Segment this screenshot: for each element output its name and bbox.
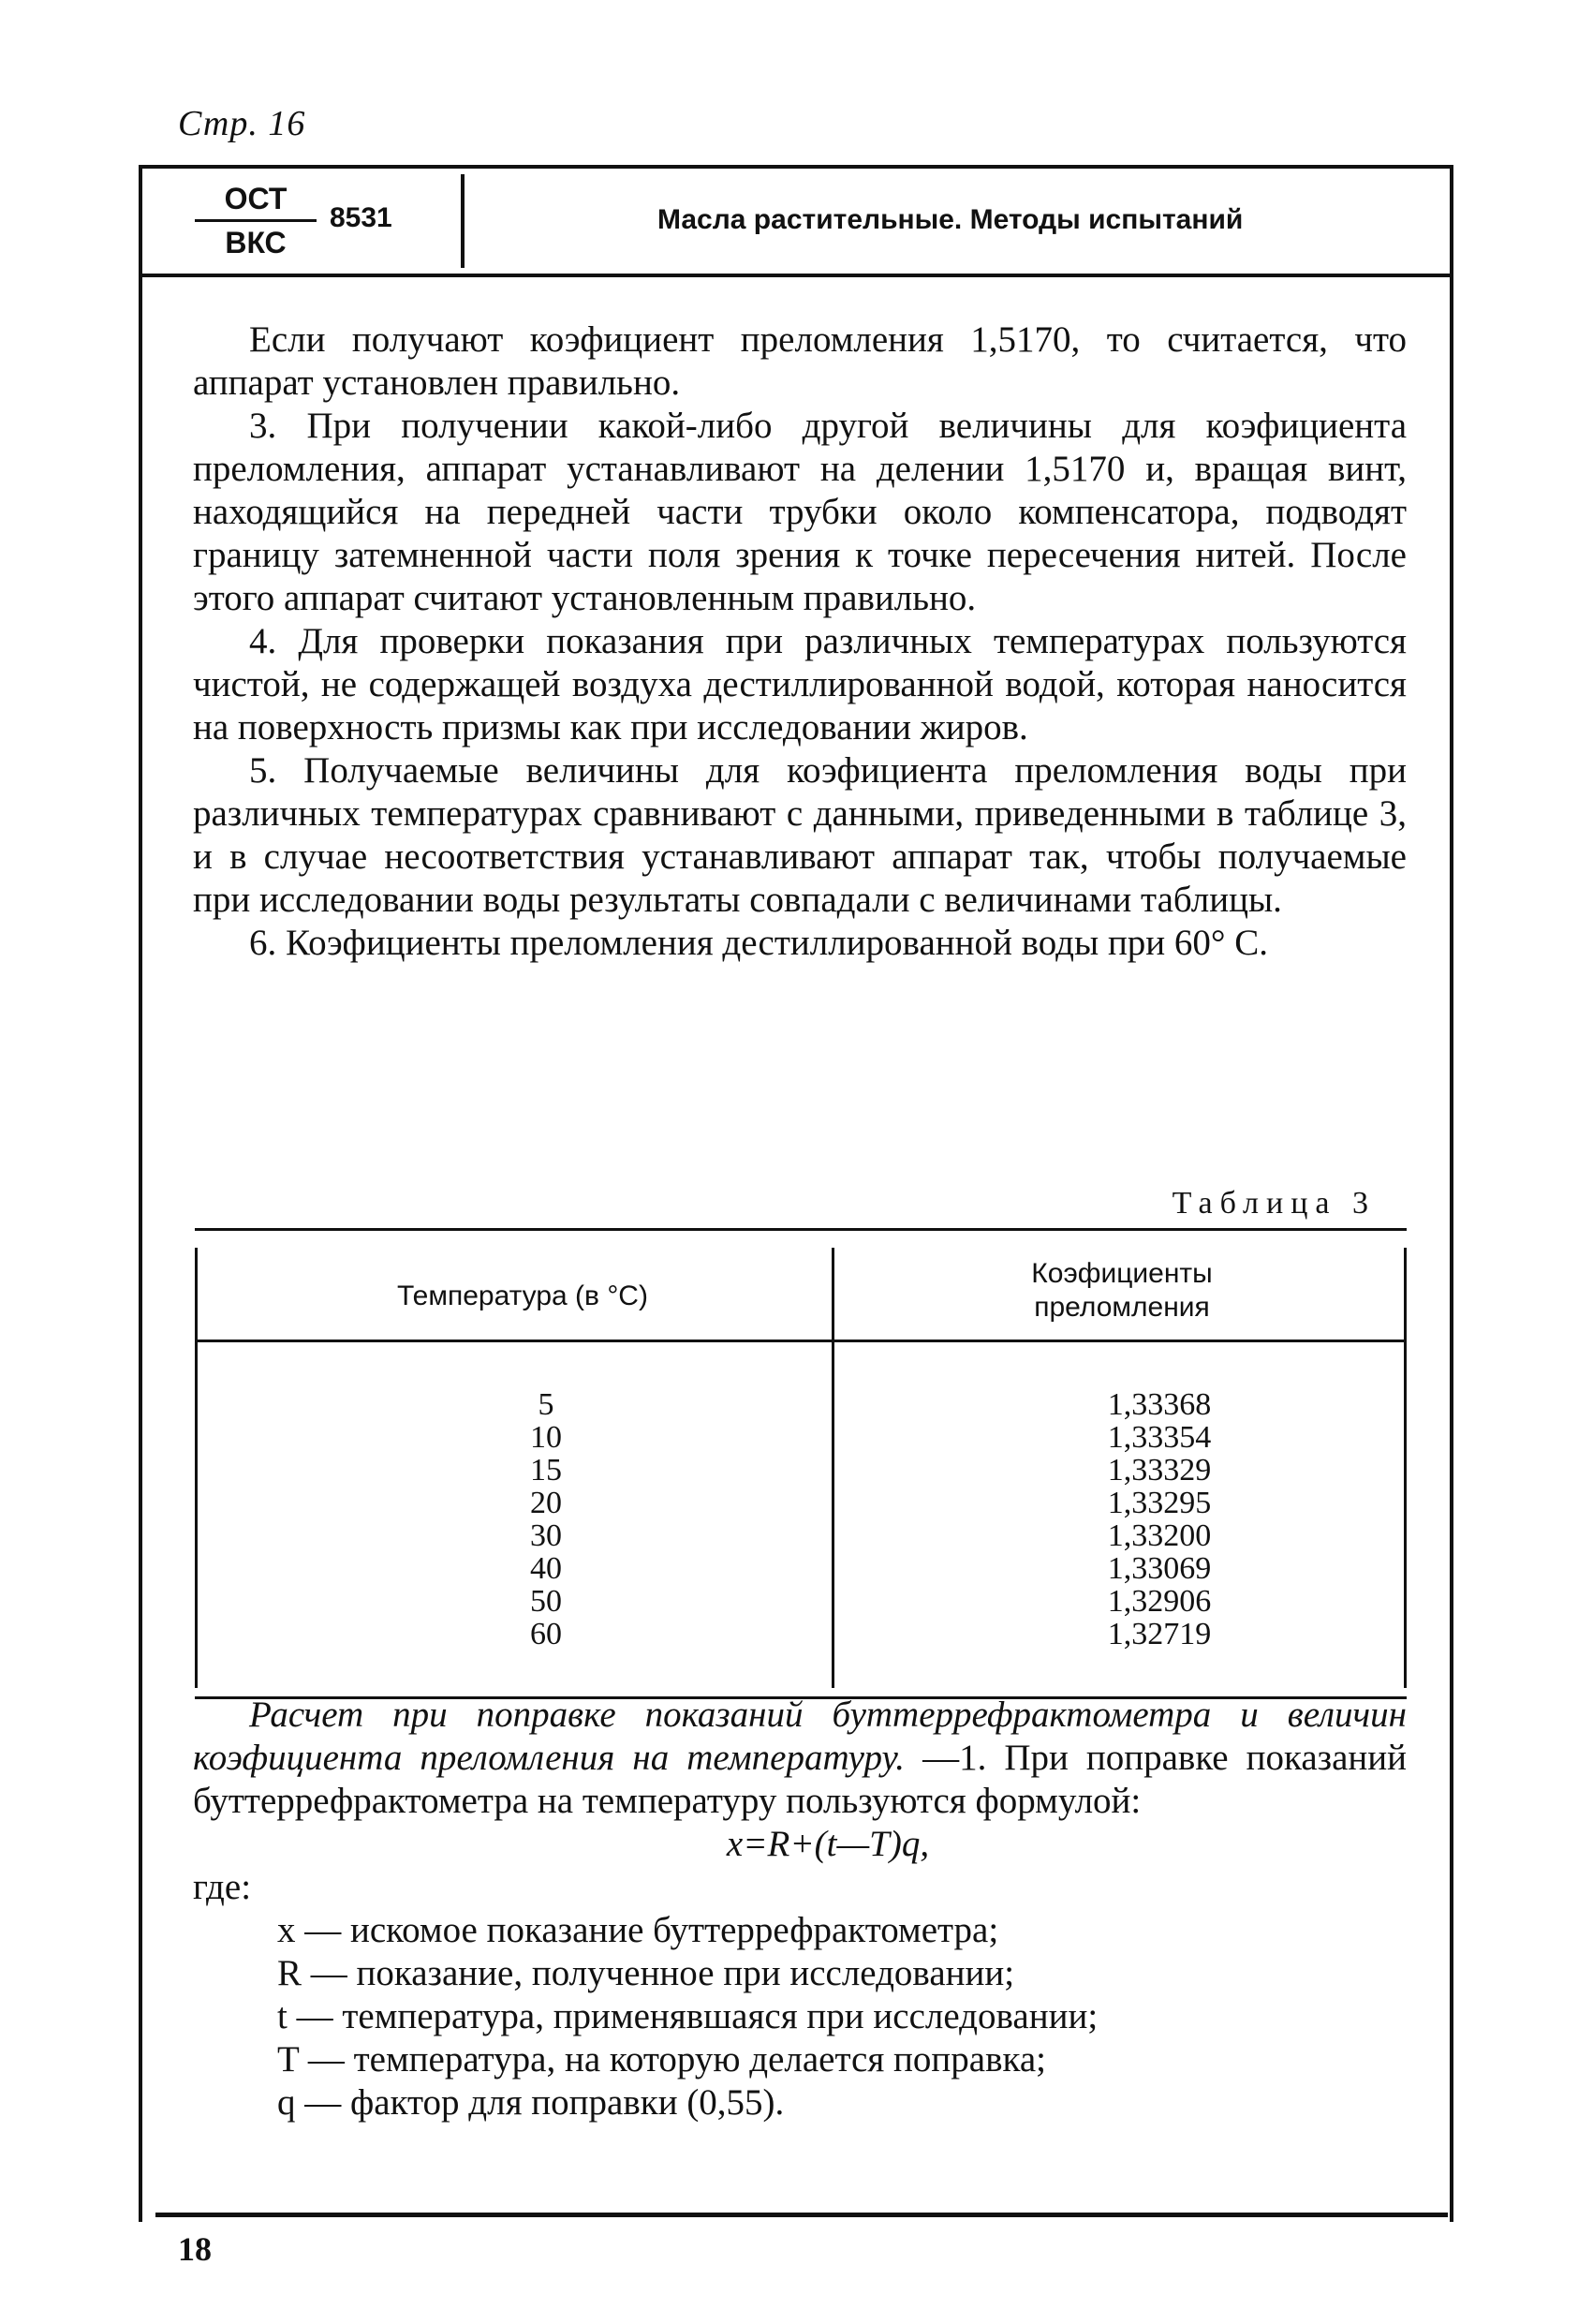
table-cell-coefficient: 1,32906	[1107, 1584, 1212, 1619]
definition-item: t — температура, применявшаяся при исследовании;	[277, 1996, 1099, 2036]
definition-item: R — показание, полученное при исследовании;	[277, 1953, 1015, 1993]
header-title: Масла растительные. Методы испытаний	[657, 204, 1244, 235]
page-number: 18	[178, 2230, 212, 2268]
header-divider	[461, 174, 465, 268]
table-cell-coefficient: 1,33368	[1107, 1387, 1212, 1422]
table-cell-temperature: 20	[530, 1486, 562, 1520]
standard-header	[142, 169, 1450, 277]
table-cell-temperature: 10	[530, 1420, 562, 1455]
page-bottom-rule	[155, 2213, 1448, 2217]
table-left-border	[195, 1248, 198, 1688]
table-header-temperature: Температура (в °С)	[397, 1280, 648, 1311]
correction-formula: x=R+(t—T)q,	[726, 1824, 930, 1864]
table-cell-coefficient: 1,33295	[1107, 1486, 1212, 1520]
table-header-coef-line1: Коэфициенты	[1031, 1258, 1213, 1289]
calc-paragraph	[193, 1694, 1407, 1823]
calc-lead: —1. При поправке показаний буттеррефрактометра на температуру пользуются формулой:	[193, 1738, 1407, 1821]
calc-heading: Расчет при поправке показаний буттеррефрактометра и величин коэфициента преломления на температуру.	[193, 1695, 1407, 1778]
table-header-coefficients	[841, 1257, 1403, 1325]
table-cell-temperature: 60	[530, 1617, 562, 1651]
table-cell-temperature: 5	[538, 1387, 554, 1422]
table-header-divider	[195, 1340, 1407, 1342]
paragraph-3: 3. При получении какой-либо другой величины для коэфициента преломления, аппарат устанавливают на делении 1,5170 и, вращая винт, находящийся на передней части трубки около компенсатора, подводят границу затемненной части поля зрения к точке пересечения нитей. После этого аппарат считают установленным правильно.	[193, 406, 1407, 618]
paragraph-5: 5. Получаемые величины для коэфициента преломления воды при различных температурах сравнивают с данными, приведенными в таблице 3, и в случае несоответствия устанавливают аппарат так, чтобы получаемые при исследовании воды результаты совпадали с величинами таблицы.	[193, 750, 1407, 920]
standard-code-bottom: ВКС	[225, 226, 287, 259]
definition-item: T — температура, на которую делается поправка;	[277, 2039, 1046, 2080]
table-header-coef-line2: преломления	[1034, 1292, 1210, 1323]
table-cell-coefficient: 1,33354	[1107, 1420, 1212, 1455]
standard-code-top: ОСТ	[195, 178, 317, 222]
table-cell-coefficient: 1,33069	[1107, 1551, 1212, 1586]
paragraph-6: 6. Коэфициенты преломления дестиллированной воды при 60° С.	[249, 923, 1269, 963]
table-cell-temperature: 30	[530, 1518, 562, 1553]
paragraph-1: Если получают коэфициент преломления 1,5170, то считается, что аппарат установлен правильно.	[193, 319, 1407, 403]
definition-item: x — искомое показание буттеррефрактометра;	[277, 1910, 999, 1950]
table-cell-coefficient: 1,33329	[1107, 1453, 1212, 1488]
standard-code	[195, 178, 317, 263]
refraction-table	[195, 1228, 1407, 1699]
definition-item: q — фактор для поправки (0,55).	[277, 2082, 785, 2123]
temperature-column	[494, 1388, 597, 1650]
paragraph-4: 4. Для проверки показания при различных температурах пользуются чистой, не содержащей воздуха дестиллированной водой, которая наносится на поверхность призмы как при исследовании жиров.	[193, 621, 1407, 748]
calculation-section	[193, 1694, 1407, 2124]
table-cell-temperature: 40	[530, 1551, 562, 1586]
where-label: где:	[193, 1867, 252, 1907]
page-label: Стр. 16	[178, 104, 306, 143]
standard-number: 8531	[330, 202, 392, 233]
coefficient-column	[1056, 1388, 1262, 1650]
table-cell-temperature: 15	[530, 1453, 562, 1488]
table-column-divider	[832, 1248, 834, 1688]
body-text	[193, 318, 1407, 965]
table-cell-temperature: 50	[530, 1584, 562, 1619]
variable-definitions	[193, 1909, 1407, 2124]
table-cell-coefficient: 1,33200	[1107, 1518, 1212, 1553]
table-right-border	[1404, 1248, 1407, 1688]
table-caption: Таблица 3	[1172, 1186, 1376, 1221]
table-cell-coefficient: 1,32719	[1107, 1617, 1212, 1651]
